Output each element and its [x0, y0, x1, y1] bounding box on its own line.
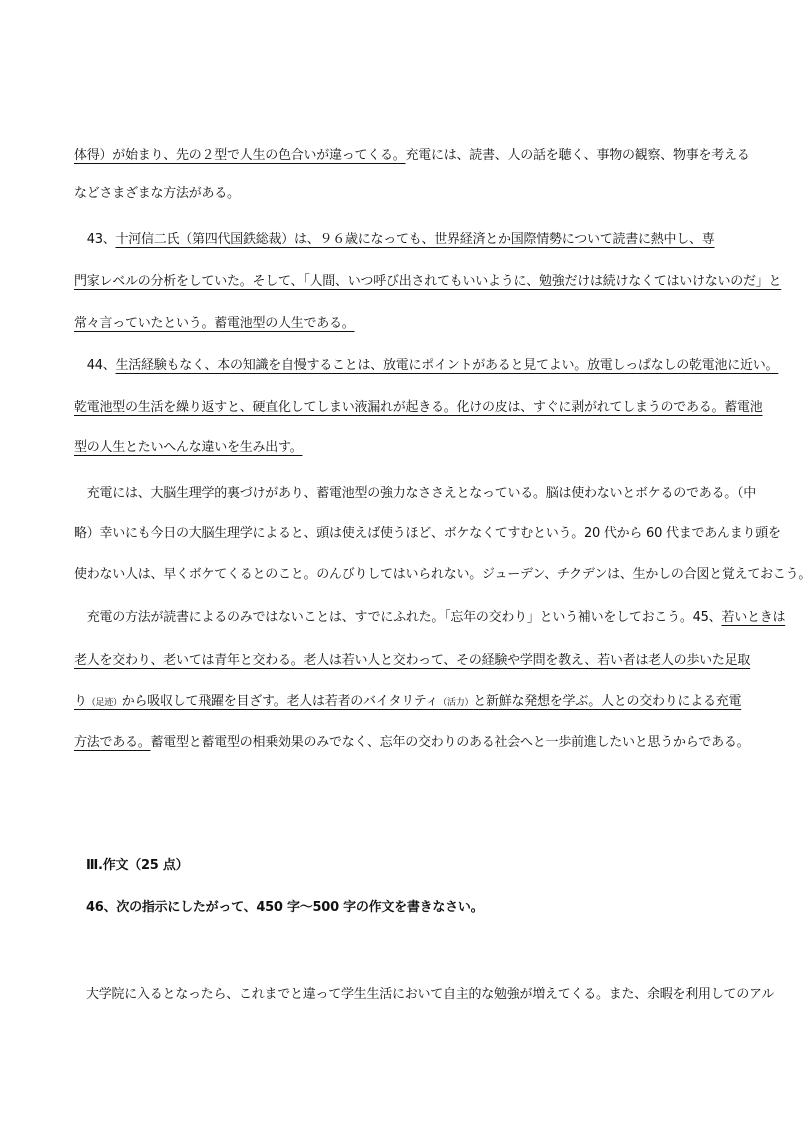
paragraph-line	[74, 522, 781, 546]
underlined-text: 常々言っていたという。蓄電池型の人生である。	[74, 316, 355, 331]
annotation-text: （活力）	[438, 698, 474, 708]
paragraph-line	[74, 270, 782, 294]
question-number: 43、	[74, 232, 116, 247]
paragraph-line	[74, 182, 734, 206]
paragraph-line	[74, 228, 734, 252]
body-text: 略）幸いにも今日の大脳生理学によると、頭は使えば使うほど、ボケなくてすむという。20 代から 60 代まであんまり頭を	[74, 526, 781, 541]
underlined-text: り	[74, 694, 87, 709]
body-text: などさまざまな方法がある。	[74, 186, 240, 201]
paragraph-line	[74, 606, 786, 630]
body-text: 充電の方法が読書によるのみではないことは、すでにふれた。「忘年の交わり」という補いをしておこう。45、	[74, 610, 722, 625]
underlined-text: 門家レベルの分析をしていた。そして、「人間、いつ呼び出されてもいいように、勉強だけは続けなくてはいけないのだ」と	[74, 274, 782, 289]
underlined-text: 生活経験もなく、本の知識を自慢することは、放電にポイントがあると見てよい。放電しっぱなしの乾電池に近い。	[115, 358, 779, 373]
question-number: 44、	[74, 358, 116, 373]
paragraph-line	[74, 690, 742, 714]
underlined-text: 乾電池型の生活を繰り返すと、硬直化してしまい液漏れが起きる。化けの皮は、すぐに剥がれてしまうのである。蓄電池	[74, 400, 763, 415]
body-text: 充電には、読書、人の話を聴く、事物の観察、物事を考える	[405, 148, 750, 163]
paragraph-line	[74, 649, 751, 673]
question-46: 46、次の指示にしたがって、450 字～500 字の作文を書きなさい。	[86, 900, 484, 915]
paragraph-line	[74, 482, 757, 506]
body-text: 蓄電型と蓄電型の相乗効果のみでなく、忘年の交わりのある社会へと一歩前進したいと思うからである。	[150, 735, 750, 750]
essay-prompt: 大学院に入るとなったら、これまでと違って学生生活において自主的な勉強が増えてくる。また、余暇を利用してのアル	[86, 987, 774, 1002]
paragraph-line	[74, 436, 734, 460]
section-heading: Ⅲ.作文（25 点）	[86, 858, 189, 873]
underlined-text: 型の人生とたいへんな違いを生み出す。	[74, 440, 303, 455]
paragraph-line	[74, 144, 750, 168]
underlined-text: と新鮮な発想を学ぶ。人との交わりによる充電	[473, 694, 742, 709]
paragraph-line	[74, 563, 811, 587]
underlined-text: 老人を交わり、老いては青年と交わる。老人は若い人と交わって、その経験や学問を教え、若い者は老人の歩いた足取	[74, 653, 751, 668]
underlined-text: 方法である。	[74, 735, 151, 750]
annotation-text: （足迹）	[86, 698, 122, 708]
paragraph-line	[74, 731, 750, 755]
body-text: 充電には、大脳生理学的裏づけがあり、蓄電池型の強力なささえとなっている。脳は使わないとボケるのである。（中	[74, 486, 757, 501]
underlined-text: 十河信二氏（第四代国鉄総裁）は、９６歳になっても、世界経済とか国際情勢について読書に熱中し、専	[115, 232, 715, 247]
paragraph-line	[74, 396, 763, 420]
underlined-text: 体得）が始まり、先の２型で人生の色合いが違ってくる。	[74, 148, 406, 163]
body-text: 使わない人は、早くボケてくるとのこと。のんびりしてはいられない。ジューデン、チクデンは、生かしの合図と覚えておこう。	[74, 567, 811, 582]
underlined-text: 若いときは	[721, 610, 786, 625]
underlined-text: から吸収して飛躍を目ざす。老人は若者のバイタリティ	[121, 694, 439, 709]
paragraph-line	[74, 354, 779, 378]
paragraph-line	[74, 312, 734, 336]
